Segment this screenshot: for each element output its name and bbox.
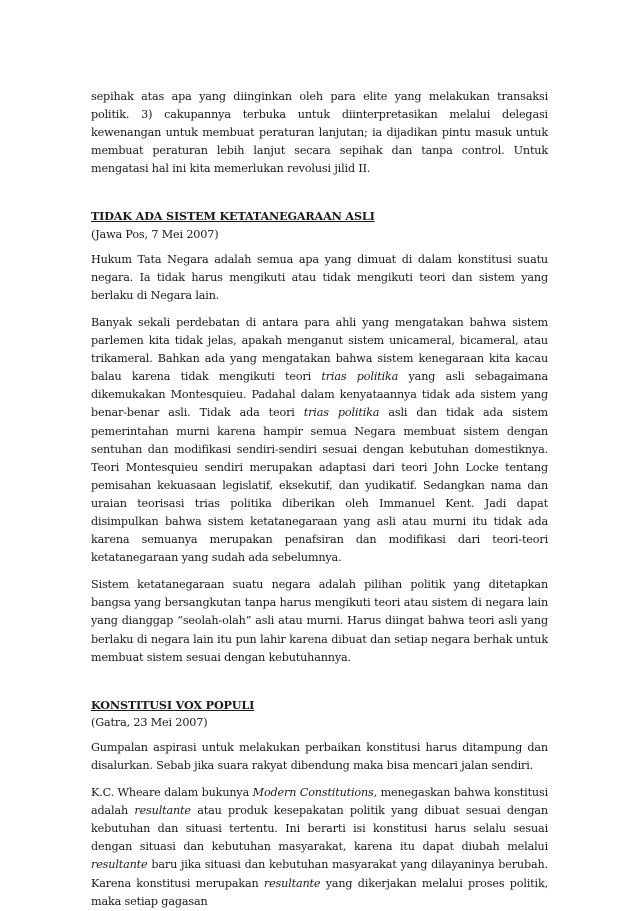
text-run: asli dan tidak ada sistem pemerintahan murni karena hampir semua Negara membuat sistem dengan sentuhan dan modifikasi sendiri-sendiri sesuai dengan kebutuhan domestiknya. Teori Montesquieu sendiri merupakan adaptasi dari teori John Locke tentang pemisahan kekuasaan legislatif, eksekutif, dan yudikatif. Sedangkan nama dan uraian teorisasi trias politika diberikan oleh Immanuel Kent. Jadi dapat disimpulkan bahwa sistem ketatanegaraan yang asli atau murni itu tidak ada karena semuanya merupakan penafsiran dan modifikasi dari teori-teori ketatanegaraan yang sudah ada sebelumnya. xyxy=(91,406,548,565)
document-page xyxy=(91,88,548,911)
italic-term: trias politika xyxy=(321,370,399,384)
intro-paragraph: sepihak atas apa yang diinginkan oleh para elite yang melakukan transaksi politik. 3) cakupannya terbuka untuk diinterpretasikan melalui delegasi kewenangan untuk membuat peraturan lanjutan; ia dijadikan pintu masuk untuk membuat peraturan lebih lanjut secara sepihak dan tanpa control. Untuk mengatasi hal ini kita memerlukan revolusi jilid II. xyxy=(91,90,548,176)
text-run: yang dikerjakan melalui proses politik, maka setiap gagasan xyxy=(91,876,548,908)
text-run: menegaskan bahwa konstitusi adalah xyxy=(91,786,549,818)
italic-term: resultante xyxy=(134,804,191,818)
paragraph-gumpalan-aspirasi: Gumpalan aspirasi untuk melakukan perbaikan konstitusi harus ditampung dan disalurkan. Sebab jika suara rakyat dibendung maka bisa mencari jalan sendiri. xyxy=(91,740,548,772)
italic-term: trias politika xyxy=(303,406,380,420)
paragraph-pilihan-politik: Sistem ketatanegaraan suatu negara adalah pilihan politik yang ditetapkan bangsa yang bersangkutan tanpa harus mengikuti teori atau sistem di negara lain yang dianggap “seolah-olah” asli atau murni. Harus diingat bahwa teori asli yang berlaku di negara lain itu pun lahir karena dibuat dan setiap negara berhak untuk membuat sistem sesuai dengan kebutuhannya. xyxy=(91,578,548,664)
section-heading-konstitusi-vox-populi: KONSTITUSI VOX POPULI xyxy=(91,697,255,712)
paragraph-perdebatan xyxy=(91,314,548,567)
section-source-jawa-pos: (Jawa Pos, 7 Mei 2007) xyxy=(91,227,219,241)
section-heading-sistem-ketatanegaraan: TIDAK ADA SISTEM KETATANEGARAAN ASLI xyxy=(91,209,375,224)
text-run: baru jika situasi dan kebutuhan masyarakat yang dilayaninya berubah. Karena konstitusi merupakan xyxy=(91,858,548,890)
text-run: Banyak sekali perdebatan di antara para ahli yang mengatakan bahwa sistem parlemen kita tidak jelas, apakah menganut sistem unicameral, bicameral, atau trikameral. Bahkan ada yang mengatakan bahwa sistem kenegaraan kita kacau balau karena tidak mengikuti teori xyxy=(91,315,548,384)
italic-term: resultante xyxy=(263,876,321,890)
book-title: Modern Constitutions, xyxy=(252,786,378,800)
italic-term: resultante xyxy=(91,858,148,872)
text-run: yang asli sebagaimana dikemukakan Montesquieu. Padahal dalam kenyataannya tidak ada sistem yang benar-benar asli. Tidak ada teori xyxy=(91,370,548,420)
section-source-gatra: (Gatra, 23 Mei 2007) xyxy=(91,715,208,729)
text-run: atau produk kesepakatan politik yang dibuat sesuai dengan kebutuhan dan situasi tertentu. Ini berarti isi konstitusi harus selalu sesuai dengan situasi dan kebutuhan masyarakat, karena itu dapat diubah melalui xyxy=(91,804,548,854)
paragraph-wheare xyxy=(91,784,548,911)
text-run: K.C. Wheare dalam bukunya xyxy=(91,786,253,800)
paragraph-hukum-tata-negara: Hukum Tata Negara adalah semua apa yang dimuat di dalam konstitusi suatu negara. Ia tidak harus mengikuti atau tidak mengikuti teori dan sistem yang berlaku di Negara lain. xyxy=(91,252,548,302)
